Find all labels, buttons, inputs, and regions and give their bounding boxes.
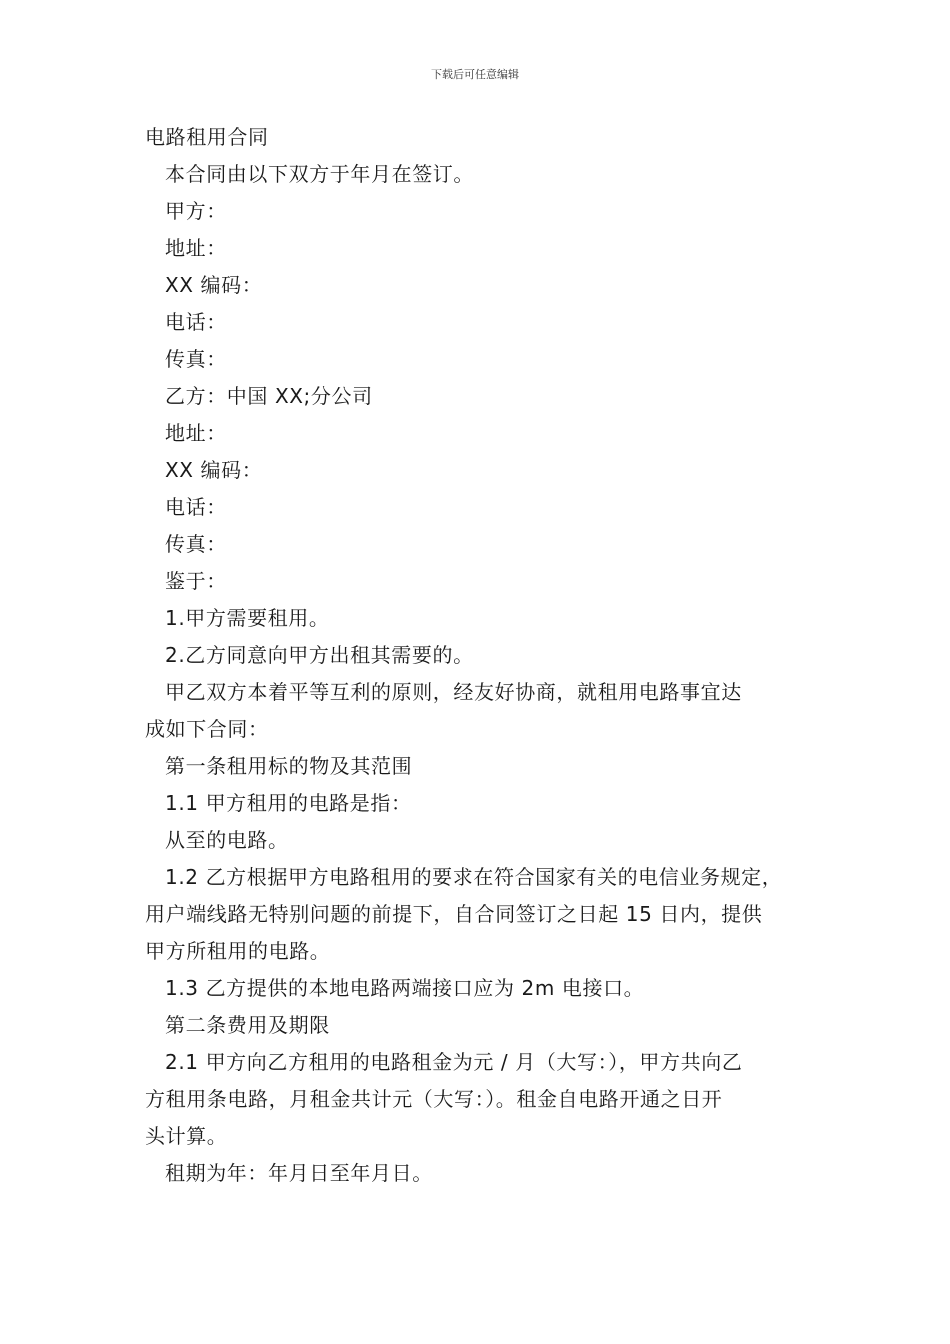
article-1-1-detail: 从至的电路。	[165, 828, 289, 852]
whereas-item-2: 2.乙方同意向甲方出租其需要的。	[165, 643, 474, 667]
principle-paragraph-line-1: 甲乙双方本着平等互利的原则，经友好协商，就租用电路事宜达	[165, 680, 742, 704]
article-1-1: 1.1 甲方租用的电路是指：	[165, 791, 412, 815]
party-a-address: 地址：	[165, 236, 227, 260]
article-1-3: 1.3 乙方提供的本地电路两端接口应为 2m 电接口。	[165, 976, 645, 1000]
party-b-address: 地址：	[165, 421, 227, 445]
article-1-heading: 第一条租用标的物及其范围	[165, 754, 413, 778]
party-b-postcode: XX 编码：	[165, 458, 263, 482]
party-b-phone: 电话：	[165, 495, 227, 519]
party-b-fax: 传真：	[165, 532, 227, 556]
principle-paragraph-line-2: 成如下合同：	[145, 717, 269, 741]
article-1-2-line-3: 甲方所租用的电路。	[145, 939, 331, 963]
article-2-1-line-3: 头计算。	[145, 1124, 228, 1148]
party-a-fax: 传真：	[165, 347, 227, 371]
article-2-1-line-2: 方租用条电路，月租金共计元（大写：）。租金自电路开通之日开	[145, 1087, 723, 1111]
intro-line: 本合同由以下双方于年月在签订。	[165, 162, 474, 186]
article-2-1-line-1: 2.1 甲方向乙方租用的电路租金为元 / 月（大写：），甲方共向乙	[165, 1050, 743, 1074]
header-note: 下载后可任意编辑	[431, 68, 519, 81]
article-2-term: 租期为年：年月日至年月日。	[165, 1161, 433, 1185]
whereas-item-1: 1.甲方需要租用。	[165, 606, 330, 630]
party-a-phone: 电话：	[165, 310, 227, 334]
party-a-label: 甲方：	[165, 199, 227, 223]
whereas-label: 鉴于：	[165, 569, 227, 593]
article-2-heading: 第二条费用及期限	[165, 1013, 330, 1037]
article-1-2-line-1: 1.2 乙方根据甲方电路租用的要求在符合国家有关的电信业务规定，	[165, 865, 783, 889]
document-title: 电路租用合同	[145, 125, 269, 149]
party-b-label: 乙方：中国 XX;分公司	[165, 384, 373, 408]
party-a-postcode: XX 编码：	[165, 273, 263, 297]
article-1-2-line-2: 用户端线路无特别问题的前提下，自合同签订之日起 15 日内，提供	[145, 902, 763, 926]
document-body	[145, 119, 810, 1192]
